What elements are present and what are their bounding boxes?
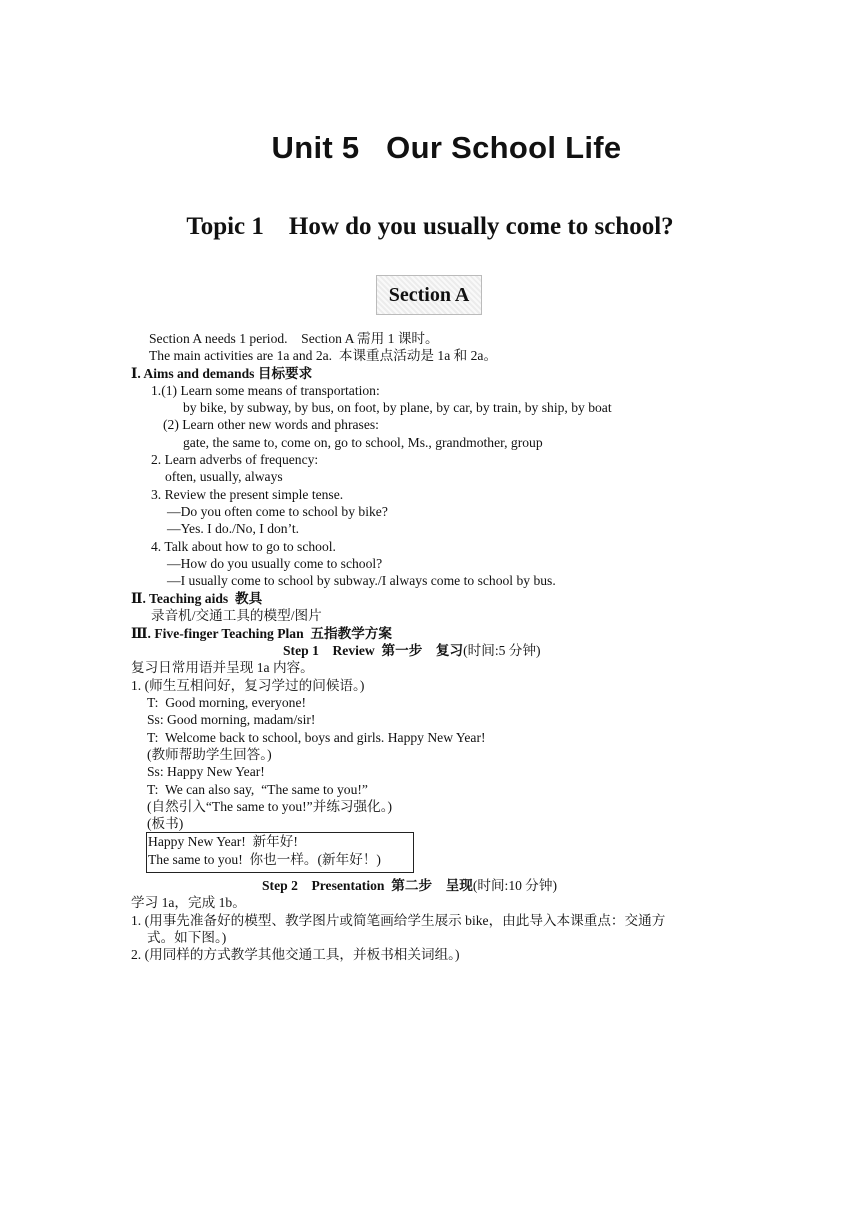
intro-line-1: Section A needs 1 period. Section A 需用 1 课时。 — [149, 331, 439, 346]
step2-heading — [262, 878, 557, 894]
step2-title: Step 2 Presentation 第二步 呈现 — [262, 878, 473, 893]
aims-item: —Do you often come to school by bike? — [167, 504, 388, 519]
step1-heading — [283, 643, 541, 659]
aims-item: —I usually come to school by subway./I always come to school by bus. — [167, 573, 556, 588]
step1-line: 复习日常用语并呈现 1a 内容。 — [131, 660, 314, 675]
step2-line: 学习 1a，完成 1b。 — [131, 895, 246, 910]
aims-item: —How do you usually come to school? — [167, 556, 383, 571]
aids-content: 录音机/交通工具的模型/图片 — [151, 608, 322, 623]
step1-line: (板书) — [147, 816, 184, 831]
step1-line: T: Good morning, everyone! — [147, 695, 307, 710]
aims-item: gate, the same to, come on, go to school, Ms., grandmother, group — [183, 435, 543, 450]
aims-item: —Yes. I do./No, I don’t. — [167, 521, 300, 536]
step1-line: T: Welcome back to school, boys and girls. Happy New Year! — [147, 730, 486, 745]
plan-heading: Ⅲ. Five-finger Teaching Plan 五指教学方案 — [131, 626, 392, 641]
step1-title: Step 1 Review 第一步 复习 — [283, 643, 464, 658]
step1-line: (教师帮助学生回答。) — [147, 747, 272, 762]
step1-line: T: We can also say, “The same to you!” — [147, 782, 368, 797]
board-line: Happy New Year! 新年好! — [148, 834, 298, 849]
aims-item: (2) Learn other new words and phrases: — [163, 417, 379, 432]
aims-heading: Ⅰ. Aims and demands 目标要求 — [131, 366, 313, 381]
step1-line: Ss: Good morning, madam/sir! — [147, 712, 316, 727]
unit-title: Unit 5 Our School Life — [271, 130, 622, 165]
board-line: The same to you! 你也一样。(新年好！) — [148, 852, 381, 867]
section-label: Section A — [388, 284, 470, 306]
aims-item: 3. Review the present simple tense. — [151, 487, 344, 502]
step1-line: 1. (师生互相问好，复习学过的问候语。) — [131, 678, 365, 693]
step1-line: Ss: Happy New Year! — [147, 764, 265, 779]
step2-line: 1. (用事先准备好的模型、教学图片或简笔画给学生展示 bike，由此导入本课重点：交通方 — [131, 913, 666, 928]
intro-line-2: The main activities are 1a and 2a. 本课重点活动是 1a 和 2a。 — [149, 348, 498, 363]
step2-line: 2. (用同样的方式教学其他交通工具，并板书相关词组。) — [131, 947, 460, 962]
aids-heading: Ⅱ. Teaching aids 教具 — [131, 591, 263, 606]
aims-item: 1.(1) Learn some means of transportation: — [151, 383, 380, 398]
aims-item: by bike, by subway, by bus, on foot, by plane, by car, by train, by ship, by boat — [183, 400, 612, 415]
section-label-box — [376, 275, 482, 315]
topic-title: Topic 1 How do you usually come to school? — [186, 213, 674, 240]
aims-item: 4. Talk about how to go to school. — [151, 539, 336, 554]
step1-line: (自然引入“The same to you!”并练习强化。) — [147, 799, 393, 814]
aims-item: often, usually, always — [165, 469, 283, 484]
step1-time: (时间:5 分钟) — [463, 643, 541, 658]
step2-time: (时间:10 分钟) — [472, 878, 558, 893]
aims-item: 2. Learn adverbs of frequency: — [151, 452, 319, 467]
step2-line: 式。如下图。) — [147, 930, 227, 945]
